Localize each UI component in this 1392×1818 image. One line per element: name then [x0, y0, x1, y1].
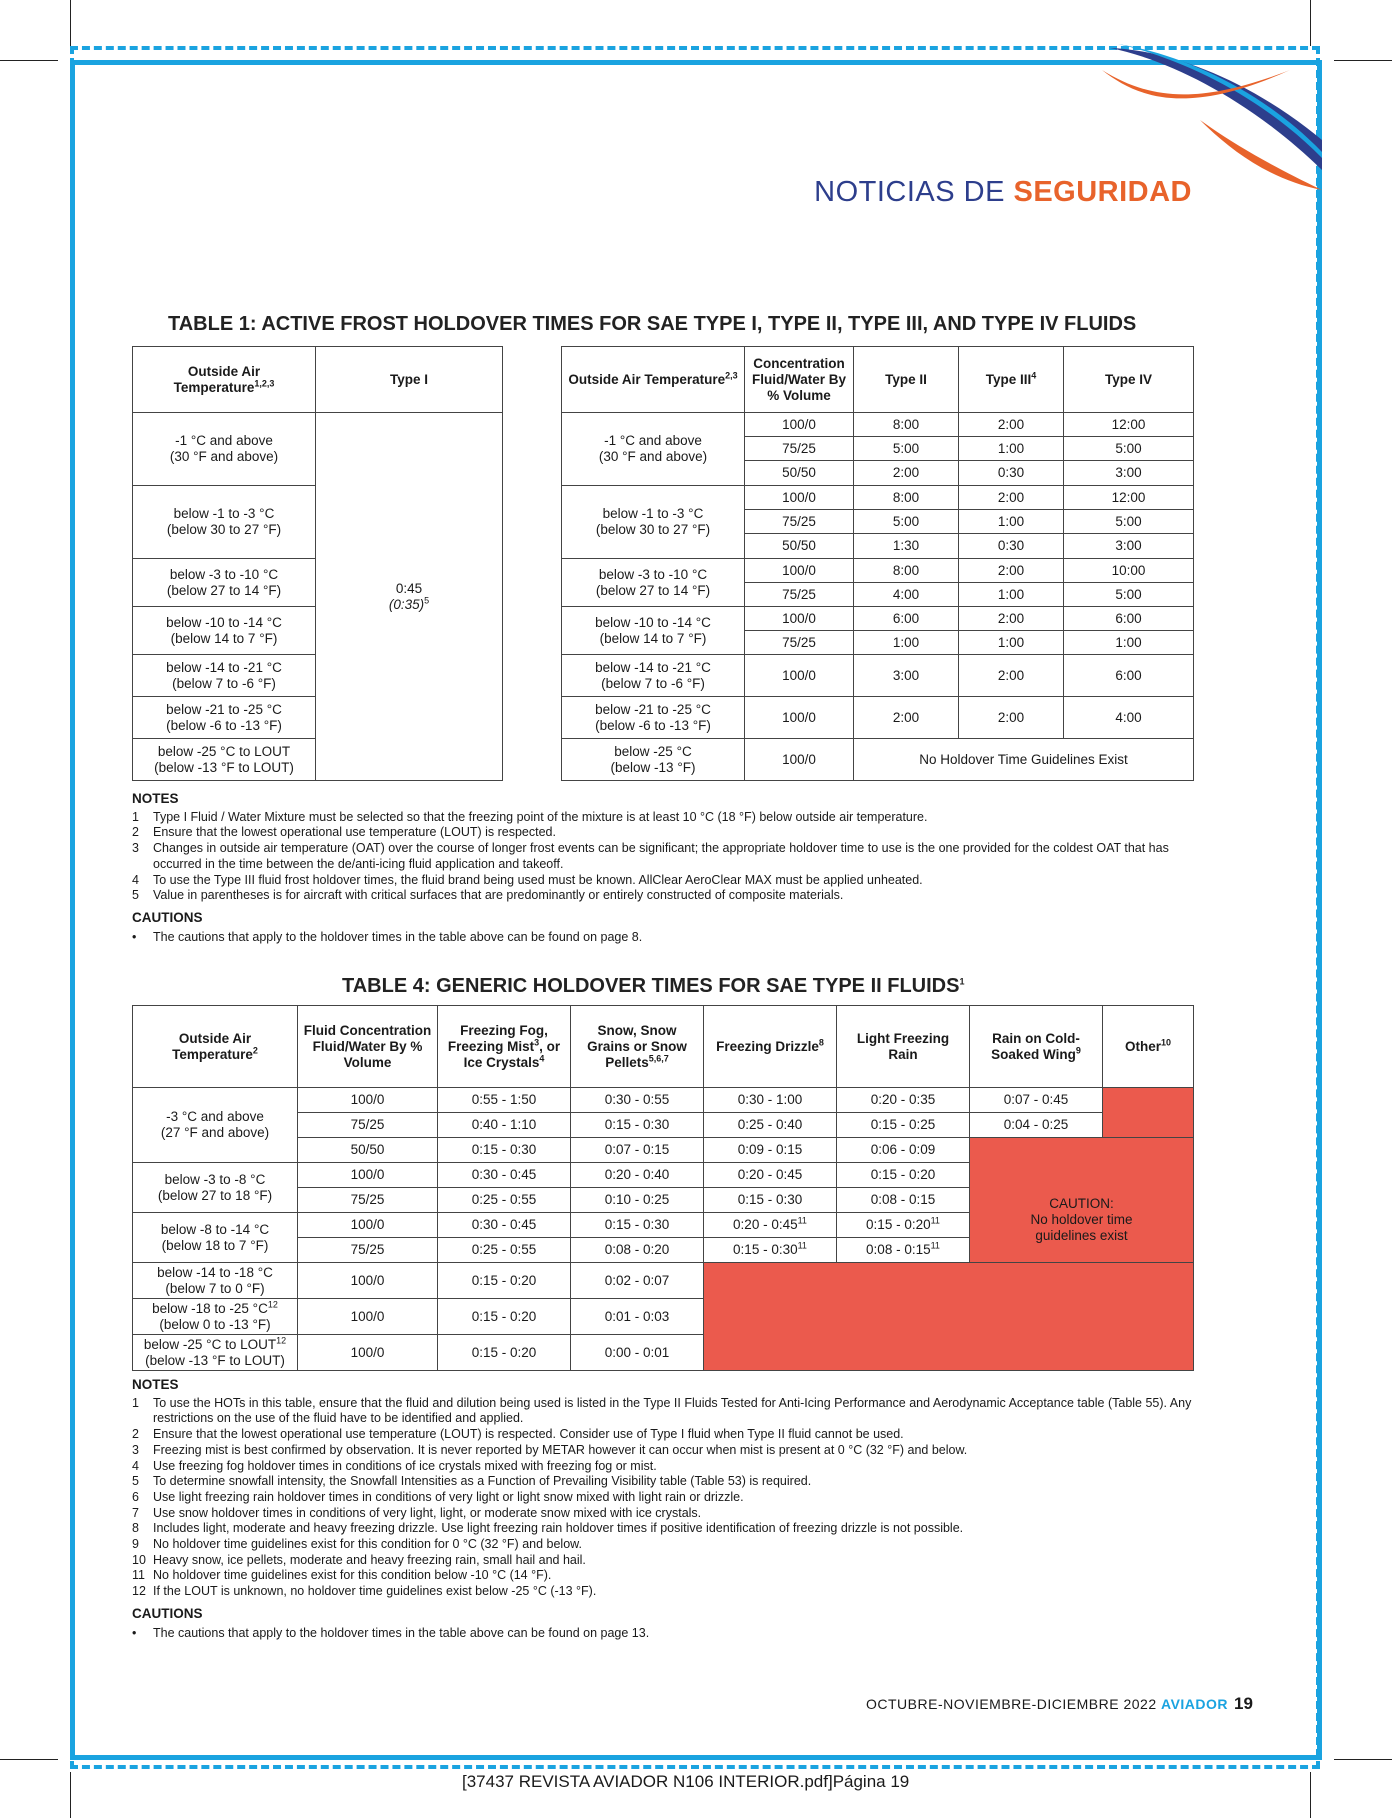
header-drizzle: Freezing Drizzle$^8$ [704, 1006, 837, 1088]
crop-mark [0, 1759, 58, 1760]
conc-cell: 100/0 [745, 559, 854, 583]
note-item: 1 To use the HOTs in this table, ensure that the fluid and dilution being used is listed in the Type II Fluids Tested for Anti-Icing Performance and Aerodynamic Acceptance table (Table 55). Any restrictions on the use of the fluid have to be identified and applied. [132, 1395, 1192, 1426]
time-cell: 0:25 - 0:55 [438, 1238, 571, 1263]
time-cell: 8:00 [854, 413, 959, 437]
time-cell: 3:00 [1064, 461, 1194, 486]
header-snow: Snow, Snow Grains or Snow Pellets$^{5,6,7}$ [571, 1006, 704, 1088]
temp-cell: below -3 to -8 °C (below 27 to 18 °F) [133, 1163, 298, 1213]
time-cell: 0:09 - 0:15 [704, 1138, 837, 1163]
time-cell: 3:00 [854, 655, 959, 697]
time-cell: 2:00 [959, 697, 1064, 739]
time-cell: 2:00 [959, 655, 1064, 697]
table4-title: TABLE 4: GENERIC HOLDOVER TIMES FOR SAE TYPE II FLUIDS$^1$ [342, 975, 965, 997]
note-item: 8 Includes light, moderate and heavy freezing drizzle. Use light freezing rain holdover times if positive identification of freezing drizzle is not possible. [132, 1521, 964, 1536]
temp-cell: below -3 to -10 °C (below 27 to 14 °F) [133, 559, 316, 607]
note-item: 10 Heavy snow, ice pellets, moderate and heavy freezing rain, small hail and hail. [132, 1552, 586, 1567]
type1-value-cell: 0:45 (0:35)$^5$ [316, 413, 503, 781]
time-cell: 0:15 - 0:20 [438, 1263, 571, 1299]
temp-cell: -3 °C and above (27 °F and above) [133, 1088, 298, 1163]
time-cell: 0:15 - 0:30 [571, 1213, 704, 1238]
page-number: 19 [1234, 1694, 1253, 1713]
time-cell: 2:00 [959, 486, 1064, 510]
note-item: 4 Use freezing fog holdover times in conditions of ice crystals mixed with freezing fog or mist. [132, 1458, 657, 1473]
time-cell: 1:00 [854, 631, 959, 655]
file-slug: [37437 REVISTA AVIADOR N106 INTERIOR.pdf]Página 19 [458, 1772, 913, 1792]
note-item: 11 No holdover time guidelines exist for this condition below -10 °C (14 °F). [132, 1568, 552, 1583]
time-cell: 2:00 [854, 697, 959, 739]
header-concentration: Fluid Concentration Fluid/Water By % Volume [298, 1006, 438, 1088]
time-cell: 0:07 - 0:15 [571, 1138, 704, 1163]
footer-period: OCTUBRE-NOVIEMBRE-DICIEMBRE 2022 [866, 1696, 1161, 1712]
time-cell: 0:04 - 0:25 [970, 1113, 1103, 1138]
crop-mark [70, 1772, 71, 1818]
conc-cell: 100/0 [298, 1213, 438, 1238]
time-cell: 10:00 [1064, 559, 1194, 583]
time-cell: 6:00 [1064, 655, 1194, 697]
crop-mark [1334, 1759, 1392, 1760]
red-cell [704, 1263, 1194, 1371]
conc-cell: 50/50 [745, 461, 854, 486]
notes-heading: NOTES [132, 1377, 179, 1392]
time-cell: 0:08 - 0:20 [571, 1238, 704, 1263]
conc-cell: 75/25 [745, 510, 854, 534]
conc-cell: 100/0 [298, 1335, 438, 1371]
note-item: 5 Value in parentheses is for aircraft with critical surfaces that are predominantly or entirely constructed of composite materials. [132, 888, 844, 903]
time-cell: 1:00 [959, 631, 1064, 655]
time-cell: 0:15 - 0:30 [571, 1113, 704, 1138]
note-item: 6 Use light freezing rain holdover times in conditions of very light or light snow mixed with light rain or drizzle. [132, 1489, 744, 1504]
temp-cell: -1 °C and above (30 °F and above) [133, 413, 316, 486]
header-oat: Outside Air Temperature$^{1,2,3}$ [133, 347, 316, 413]
time-cell: 6:00 [854, 607, 959, 631]
header-other: Other$^{10}$ [1103, 1006, 1194, 1088]
time-cell: 0:25 - 0:55 [438, 1188, 571, 1213]
temp-cell: below -21 to -25 °C (below -6 to -13 °F) [133, 697, 316, 739]
conc-cell: 75/25 [745, 631, 854, 655]
header-oat: Outside Air Temperature$^2$ [133, 1006, 298, 1088]
temp-cell: below -3 to -10 °C (below 27 to 14 °F) [562, 559, 745, 607]
time-cell: 0:01 - 0:03 [571, 1299, 704, 1335]
time-cell: 0:55 - 1:50 [438, 1088, 571, 1113]
time-cell: 2:00 [854, 461, 959, 486]
time-cell: 0:08 - 0:15 [837, 1188, 970, 1213]
time-cell: 0:15 - 0:20 [438, 1299, 571, 1335]
temp-cell: -1 °C and above (30 °F and above) [562, 413, 745, 486]
table4-notes [132, 1377, 1192, 1641]
note-item: 2 Ensure that the lowest operational use temperature (LOUT) is respected. Consider use of Type I fluid when Type II fluid cannot be used. [132, 1427, 904, 1442]
note-item: 2 Ensure that the lowest operational use temperature (LOUT) is respected. [132, 825, 556, 840]
note-item: 3 Changes in outside air temperature (OAT) over the course of longer frost events can be significant; the appropriate holdover time to use is the one provided for the coldest OAT that has occurred in the time between the de/anti-icing fluid application and takeoff. [132, 841, 1169, 871]
header-type3: Type III$^4$ [959, 347, 1064, 413]
table4 [132, 1005, 1194, 1371]
temp-cell: below -1 to -3 °C (below 30 to 27 °F) [133, 486, 316, 559]
header-oat: Outside Air Temperature$^{2,3}$ [562, 347, 745, 413]
conc-cell: 75/25 [298, 1188, 438, 1213]
time-cell: 0:02 - 0:07 [571, 1263, 704, 1299]
conc-cell: 100/0 [745, 697, 854, 739]
conc-cell: 100/0 [298, 1163, 438, 1188]
time-cell: 0:15 - $0:30^{11}$ [704, 1238, 837, 1263]
header-rain: Light Freezing Rain [837, 1006, 970, 1088]
crop-mark [70, 0, 71, 46]
conc-cell: 50/50 [745, 534, 854, 559]
red-cell [1103, 1088, 1194, 1138]
crop-mark [1334, 60, 1392, 61]
time-cell: 4:00 [854, 583, 959, 607]
time-cell: 0:15 - 0:25 [837, 1113, 970, 1138]
conc-cell: 75/25 [745, 437, 854, 461]
header-seguridad: SEGURIDAD [1013, 176, 1192, 208]
time-cell: 2:00 [959, 559, 1064, 583]
temp-cell: below -14 to -18 °C (below 7 to 0 °F) [133, 1263, 298, 1299]
time-cell: 0:20 - 0:45 [704, 1163, 837, 1188]
time-cell: 1:30 [854, 534, 959, 559]
conc-cell: 100/0 [298, 1263, 438, 1299]
notes-heading: NOTES [132, 791, 179, 806]
time-cell: 0:15 - 0:20 [837, 1163, 970, 1188]
time-cell: 5:00 [854, 437, 959, 461]
note-item: 1 Type I Fluid / Water Mixture must be selected so that the freezing point of the mixture is at least 10 °C (18 °F) below outside air temperature. [132, 809, 928, 824]
time-cell: 0:20 - 0:40 [571, 1163, 704, 1188]
conc-cell: 100/0 [745, 486, 854, 510]
time-cell: 3:00 [1064, 534, 1194, 559]
time-cell: 8:00 [854, 486, 959, 510]
conc-cell: 100/0 [298, 1088, 438, 1113]
time-cell: 0:30 - 0:45 [438, 1213, 571, 1238]
header-concentration: Concentration Fluid/Water By % Volume [745, 347, 854, 413]
conc-cell: 75/25 [298, 1238, 438, 1263]
time-cell: 1:00 [1064, 631, 1194, 655]
time-cell: 0:08 - $0:15^{11}$ [837, 1238, 970, 1263]
time-cell: 0:07 - 0:45 [970, 1088, 1103, 1113]
note-item: 7 Use snow holdover times in conditions of very light, light, or moderate snow mixed with ice crystals. [132, 1505, 702, 1520]
caution-box: CAUTION: No holdover time guidelines exist [970, 1138, 1194, 1263]
caution-item: • The cautions that apply to the holdover times in the table above can be found on page 13. [132, 1625, 650, 1640]
temp-cell: below -10 to -14 °C (below 14 to 7 °F) [562, 607, 745, 655]
crop-mark [0, 60, 58, 61]
table1-right [561, 346, 1194, 781]
time-cell: 12:00 [1064, 486, 1194, 510]
header-fog: Freezing Fog, Freezing Mist$^3$, or Ice Crystals$^4$ [438, 1006, 571, 1088]
conc-cell: 100/0 [745, 655, 854, 697]
conc-cell: 50/50 [298, 1138, 438, 1163]
temp-cell: below -25 °C to LOUT$^{12}$ (below -13 °F to LOUT) [133, 1335, 298, 1371]
time-cell: 0:40 - 1:10 [438, 1113, 571, 1138]
time-cell: 0:30 - 0:45 [438, 1163, 571, 1188]
time-cell: 1:00 [959, 510, 1064, 534]
header-type2: Type II [854, 347, 959, 413]
time-cell: 1:00 [959, 437, 1064, 461]
time-cell: 5:00 [1064, 583, 1194, 607]
time-cell: 0:25 - 0:40 [704, 1113, 837, 1138]
time-cell: 5:00 [854, 510, 959, 534]
table1-notes [132, 791, 1192, 945]
conc-cell: 75/25 [298, 1113, 438, 1138]
time-cell: 0:15 - 0:30 [704, 1188, 837, 1213]
time-cell: 0:30 [959, 461, 1064, 486]
time-cell: 0:10 - 0:25 [571, 1188, 704, 1213]
cautions-heading: CAUTIONS [132, 1605, 203, 1621]
temp-cell: below -1 to -3 °C (below 30 to 27 °F) [562, 486, 745, 559]
header-noticias: NOTICIAS DE [814, 176, 1014, 208]
time-cell: 8:00 [854, 559, 959, 583]
conc-cell: 100/0 [745, 607, 854, 631]
time-cell: 0:15 - $0:20^{11}$ [837, 1213, 970, 1238]
conc-cell: 100/0 [745, 739, 854, 781]
note-item: 9 No holdover time guidelines exist for this condition for 0 °C (32 °F) and below. [132, 1537, 582, 1552]
temp-cell: below -14 to -21 °C (below 7 to -6 °F) [562, 655, 745, 697]
no-guidelines-cell: No Holdover Time Guidelines Exist [854, 739, 1194, 781]
time-cell: 0:20 - 0:35 [837, 1088, 970, 1113]
temp-cell: below -10 to -14 °C (below 14 to 7 °F) [133, 607, 316, 655]
section-header [814, 176, 1192, 209]
time-cell: 4:00 [1064, 697, 1194, 739]
time-cell: 5:00 [1064, 510, 1194, 534]
time-cell: 1:00 [959, 583, 1064, 607]
table1-title: TABLE 1: ACTIVE FROST HOLDOVER TIMES FOR SAE TYPE I, TYPE II, TYPE III, AND TYPE IV FLUIDS [168, 313, 1137, 335]
cautions-heading: CAUTIONS [132, 909, 203, 925]
time-cell: 0:30 - 1:00 [704, 1088, 837, 1113]
temp-cell: below -8 to -14 °C (below 18 to 7 °F) [133, 1213, 298, 1263]
time-cell: 12:00 [1064, 413, 1194, 437]
temp-cell: below -18 to -25 $^\circ C^{12}$ (below 0 to -13 °F) [133, 1299, 298, 1335]
conc-cell: 100/0 [745, 413, 854, 437]
header-wing: Rain on Cold-Soaked Wing$^9$ [970, 1006, 1103, 1088]
note-item: 3 Freezing mist is best confirmed by observation. It is never reported by METAR however it can occur when mist is present at 0 °C (32 °F) and below. [132, 1442, 968, 1457]
temp-cell: below -25 °C (below -13 °F) [562, 739, 745, 781]
time-cell: 2:00 [959, 607, 1064, 631]
footer-magazine: AVIADOR [1161, 1696, 1229, 1712]
time-cell: 0:30 [959, 534, 1064, 559]
time-cell: 0:20 - $0:45^{11}$ [704, 1213, 837, 1238]
conc-cell: 75/25 [745, 583, 854, 607]
time-cell: 0:00 - 0:01 [571, 1335, 704, 1371]
time-cell: 0:30 - 0:55 [571, 1088, 704, 1113]
caution-item: • The cautions that apply to the holdover times in the table above can be found on page 8. [132, 929, 643, 944]
time-cell: 2:00 [959, 413, 1064, 437]
temp-cell: below -21 to -25 °C (below -6 to -13 °F) [562, 697, 745, 739]
crop-mark [1310, 1772, 1311, 1818]
table1-left [132, 346, 503, 781]
time-cell: 5:00 [1064, 437, 1194, 461]
note-item: 12 If the LOUT is unknown, no holdover time guidelines exist below -25 °C (-13 °F). [132, 1584, 597, 1599]
header-type4: Type IV [1064, 347, 1194, 413]
footer-issue [866, 1696, 1228, 1712]
time-cell: 6:00 [1064, 607, 1194, 631]
temp-cell: below -25 °C to LOUT (below -13 °F to LOUT) [133, 739, 316, 781]
conc-cell: 100/0 [298, 1299, 438, 1335]
time-cell: 0:06 - 0:09 [837, 1138, 970, 1163]
header-type1: Type I [316, 347, 503, 413]
time-cell: 0:15 - 0:20 [438, 1335, 571, 1371]
temp-cell: below -14 to -21 °C (below 7 to -6 °F) [133, 655, 316, 697]
note-item: 5 To determine snowfall intensity, the Snowfall Intensities as a Function of Prevailing Visibility table (Table 53) is required. [132, 1474, 812, 1489]
time-cell: 0:15 - 0:30 [438, 1138, 571, 1163]
note-item: 4 To use the Type III fluid frost holdover times, the fluid brand being used must be known. AllClear AeroClear MAX must be applied unheated. [132, 872, 923, 887]
